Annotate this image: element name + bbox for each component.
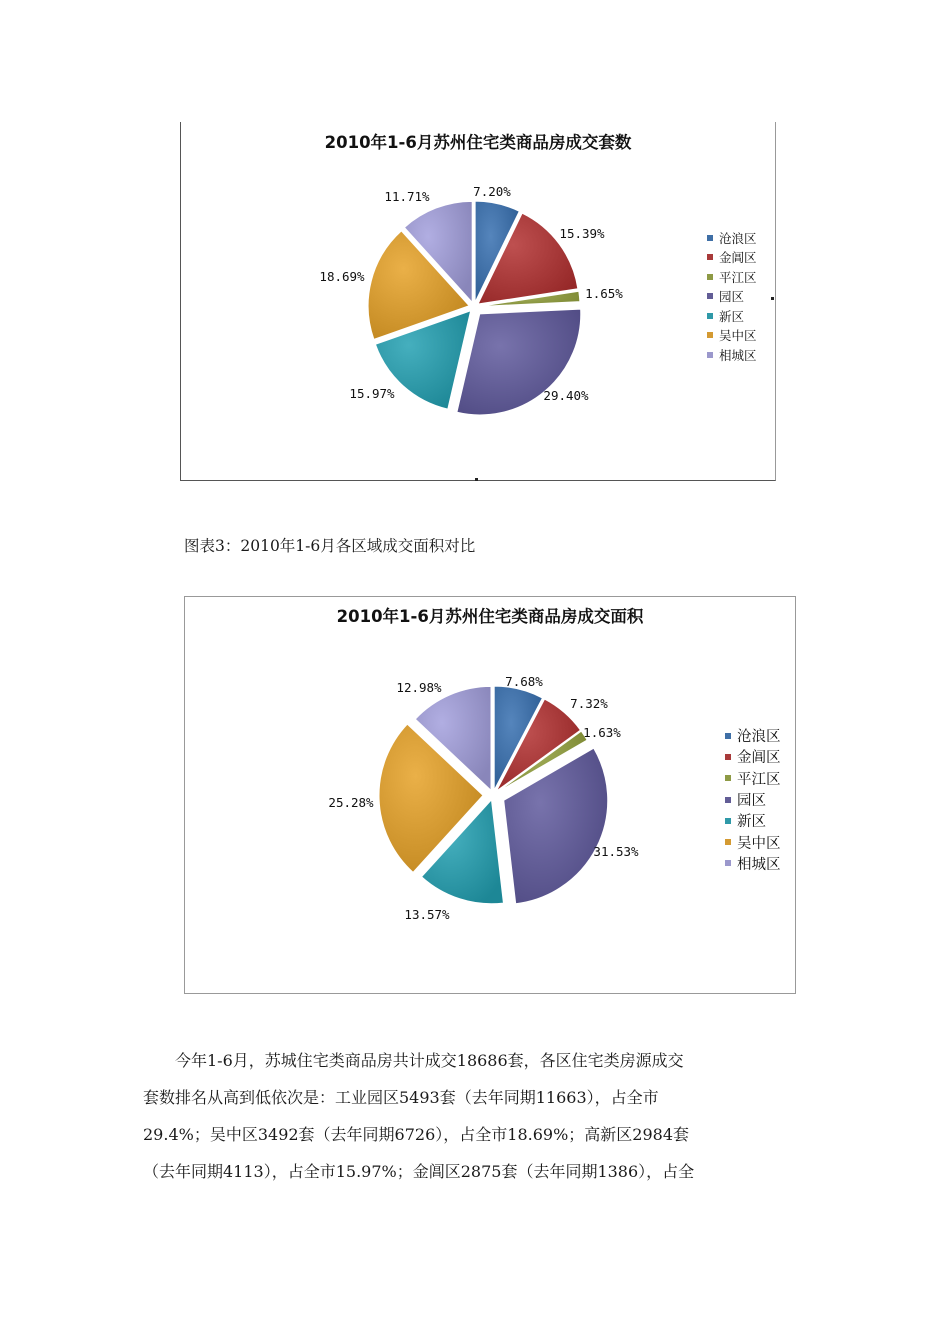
paragraph-line: 套数排名从高到低依次是：工业园区5493套（去年同期11663），占全市 bbox=[143, 1088, 659, 1107]
chart-legend bbox=[707, 228, 757, 365]
legend-label: 相城区 bbox=[719, 347, 757, 363]
legend-item bbox=[707, 345, 757, 365]
legend-label: 沧浪区 bbox=[737, 729, 781, 746]
legend-label: 平江区 bbox=[719, 269, 757, 285]
pie-plot bbox=[185, 597, 795, 993]
chart-title: 2010年1-6月苏州住宅类商品房成交面积 bbox=[336, 607, 644, 626]
legend-swatch bbox=[707, 313, 713, 319]
figure-caption: 图表3：2010年1-6月各区域成交面积对比 bbox=[184, 537, 476, 555]
legend-item bbox=[725, 768, 781, 789]
slice-percent-label: 15.97% bbox=[349, 386, 395, 401]
legend-item bbox=[707, 326, 757, 346]
pie-plot bbox=[181, 122, 775, 480]
legend-item bbox=[725, 831, 781, 852]
legend-swatch bbox=[707, 254, 713, 260]
legend-label: 平江区 bbox=[737, 771, 781, 788]
legend-item bbox=[725, 853, 781, 874]
legend-swatch bbox=[725, 775, 731, 781]
legend-item bbox=[725, 810, 781, 831]
slice-percent-label: 12.98% bbox=[396, 680, 442, 695]
frame-mark bbox=[771, 297, 774, 300]
slice-percent-label: 29.40% bbox=[543, 388, 589, 403]
legend-item bbox=[725, 789, 781, 810]
legend-swatch bbox=[707, 332, 713, 338]
legend-swatch bbox=[725, 860, 731, 866]
chart-legend bbox=[725, 725, 781, 874]
legend-label: 吴中区 bbox=[737, 835, 781, 852]
units-pie-chart bbox=[180, 122, 776, 481]
paragraph-line: 今年1-6月，苏城住宅类商品房共计成交18686套，各区住宅类房源成交 bbox=[143, 1051, 684, 1070]
slice-percent-label: 25.28% bbox=[328, 795, 374, 810]
paragraph-line: （去年同期4113），占全市15.97%；金阊区2875套（去年同期1386），占全 bbox=[143, 1162, 695, 1181]
legend-label: 吴中区 bbox=[719, 328, 757, 344]
chart-title: 2010年1-6月苏州住宅类商品房成交套数 bbox=[324, 133, 632, 152]
legend-label: 金阊区 bbox=[737, 750, 781, 767]
legend-swatch bbox=[725, 733, 731, 739]
legend-label: 金阊区 bbox=[719, 250, 757, 266]
legend-label: 新区 bbox=[719, 308, 745, 324]
legend-item bbox=[725, 746, 781, 767]
slice-percent-label: 13.57% bbox=[404, 907, 450, 922]
legend-item bbox=[707, 267, 757, 287]
body-paragraph bbox=[143, 1042, 813, 1190]
slice-percent-label: 1.65% bbox=[585, 286, 623, 301]
legend-swatch bbox=[725, 754, 731, 760]
slice-percent-label: 7.20% bbox=[473, 184, 511, 199]
area-pie-chart bbox=[184, 596, 796, 994]
legend-label: 相城区 bbox=[737, 856, 781, 873]
legend-item bbox=[707, 228, 757, 248]
legend-item bbox=[707, 248, 757, 268]
legend-swatch bbox=[725, 818, 731, 824]
slice-percent-label: 15.39% bbox=[559, 226, 605, 241]
legend-label: 新区 bbox=[737, 814, 766, 831]
legend-label: 园区 bbox=[719, 289, 745, 305]
legend-label: 园区 bbox=[737, 793, 766, 810]
slice-percent-label: 31.53% bbox=[593, 844, 639, 859]
legend-swatch bbox=[707, 274, 713, 280]
legend-item bbox=[707, 287, 757, 307]
legend-swatch bbox=[725, 839, 731, 845]
legend-swatch bbox=[707, 352, 713, 358]
legend-label: 沧浪区 bbox=[719, 230, 757, 246]
paragraph-line: 29.4%；吴中区3492套（去年同期6726），占全市18.69%；高新区2984套 bbox=[143, 1125, 689, 1144]
legend-item bbox=[707, 306, 757, 326]
slice-percent-label: 1.63% bbox=[583, 725, 621, 740]
slice-percent-label: 18.69% bbox=[319, 269, 365, 284]
slice-percent-label: 7.68% bbox=[505, 674, 543, 689]
frame-mark bbox=[475, 478, 478, 481]
slice-percent-label: 7.32% bbox=[570, 696, 608, 711]
legend-swatch bbox=[707, 235, 713, 241]
slice-percent-label: 11.71% bbox=[384, 189, 430, 204]
legend-item bbox=[725, 725, 781, 746]
legend-swatch bbox=[725, 797, 731, 803]
legend-swatch bbox=[707, 293, 713, 299]
